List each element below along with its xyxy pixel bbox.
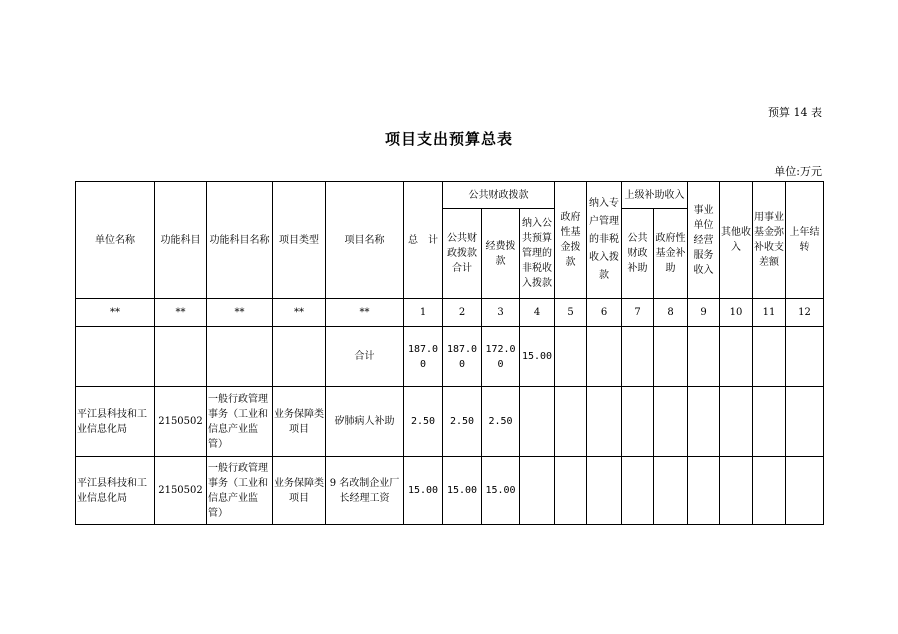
header-row-1 — [76, 182, 824, 209]
index-row — [76, 299, 824, 327]
proj-type-cell: 业务保障类项目 — [273, 387, 326, 457]
col-superior-subsidy: 上级补助收入 — [622, 182, 688, 209]
total-value: 187.00 — [404, 327, 443, 387]
index-cell: 6 — [587, 299, 622, 327]
public-fiscal-cell: 15.00 — [443, 457, 482, 525]
col-funding-allocation: 经费拨款 — [482, 209, 520, 299]
col-other-income: 其他收入 — [720, 182, 753, 299]
budget-table — [75, 181, 824, 525]
unit-name-cell: 平江县科技和工业信息化局 — [76, 457, 155, 525]
proj-name-cell: 矽肺病人补助 — [326, 387, 404, 457]
index-cell: 5 — [555, 299, 587, 327]
total-cell: 15.00 — [404, 457, 443, 525]
index-cell: 1 — [404, 299, 443, 327]
public-fiscal-cell: 2.50 — [443, 387, 482, 457]
func-code-cell: 2150502 — [155, 457, 207, 525]
col-fund-offset: 用事业基金弥补收支差额 — [753, 182, 786, 299]
col-public-fiscal-total: 公共财政拨款合计 — [443, 209, 482, 299]
unit-label: 单位:万元 — [774, 165, 822, 178]
col-business-income: 事业单位经营服务收入 — [688, 182, 720, 299]
unit-name-cell: 平江县科技和工业信息化局 — [76, 387, 155, 457]
index-cell: 4 — [520, 299, 555, 327]
col-total: 总 计 — [404, 182, 443, 299]
col-special-nontax: 纳入专户管理的非税收入拨款 — [587, 182, 622, 299]
index-cell: ** — [326, 299, 404, 327]
index-cell: ** — [273, 299, 326, 327]
col-public-fiscal: 公共财政拨款 — [443, 182, 555, 209]
total-funding-allocation: 172.00 — [482, 327, 520, 387]
col-gov-fund: 政府性基金拨款 — [555, 182, 587, 299]
func-code-cell: 2150502 — [155, 387, 207, 457]
index-cell: 11 — [753, 299, 786, 327]
index-cell: ** — [155, 299, 207, 327]
index-cell: 8 — [654, 299, 688, 327]
col-func-name: 功能科目名称 — [207, 182, 273, 299]
index-cell: 9 — [688, 299, 720, 327]
col-carryover: 上年结转 — [786, 182, 824, 299]
col-nontax-public-budget: 纳入公共预算管理的非税收入拨款 — [520, 209, 555, 299]
index-cell: 12 — [786, 299, 824, 327]
index-cell: 7 — [622, 299, 654, 327]
total-cell: 2.50 — [404, 387, 443, 457]
funding-allocation-cell: 2.50 — [482, 387, 520, 457]
total-nontax: 15.00 — [520, 327, 555, 387]
col-proj-type: 项目类型 — [273, 182, 326, 299]
page-title: 项目支出预算总表 — [384, 130, 513, 148]
form-number: 预算 14 表 — [768, 106, 822, 119]
total-row — [76, 327, 824, 387]
index-cell: 2 — [443, 299, 482, 327]
col-func-code: 功能科目 — [155, 182, 207, 299]
index-cell: 3 — [482, 299, 520, 327]
index-cell: 10 — [720, 299, 753, 327]
col-unit-name: 单位名称 — [76, 182, 155, 299]
total-label: 合计 — [326, 327, 404, 387]
proj-name-cell: 9 名改制企业厂长经理工资 — [326, 457, 404, 525]
table-row — [76, 457, 824, 525]
table-row — [76, 387, 824, 457]
col-public-fiscal-subsidy: 公共财政补助 — [622, 209, 654, 299]
index-cell: ** — [76, 299, 155, 327]
proj-type-cell: 业务保障类项目 — [273, 457, 326, 525]
func-name-cell: 一般行政管理事务（工业和信息产业监管） — [207, 387, 273, 457]
func-name-cell: 一般行政管理事务（工业和信息产业监管） — [207, 457, 273, 525]
col-gov-fund-subsidy: 政府性基金补助 — [654, 209, 688, 299]
index-cell: ** — [207, 299, 273, 327]
funding-allocation-cell: 15.00 — [482, 457, 520, 525]
col-proj-name: 项目名称 — [326, 182, 404, 299]
total-public-fiscal: 187.00 — [443, 327, 482, 387]
